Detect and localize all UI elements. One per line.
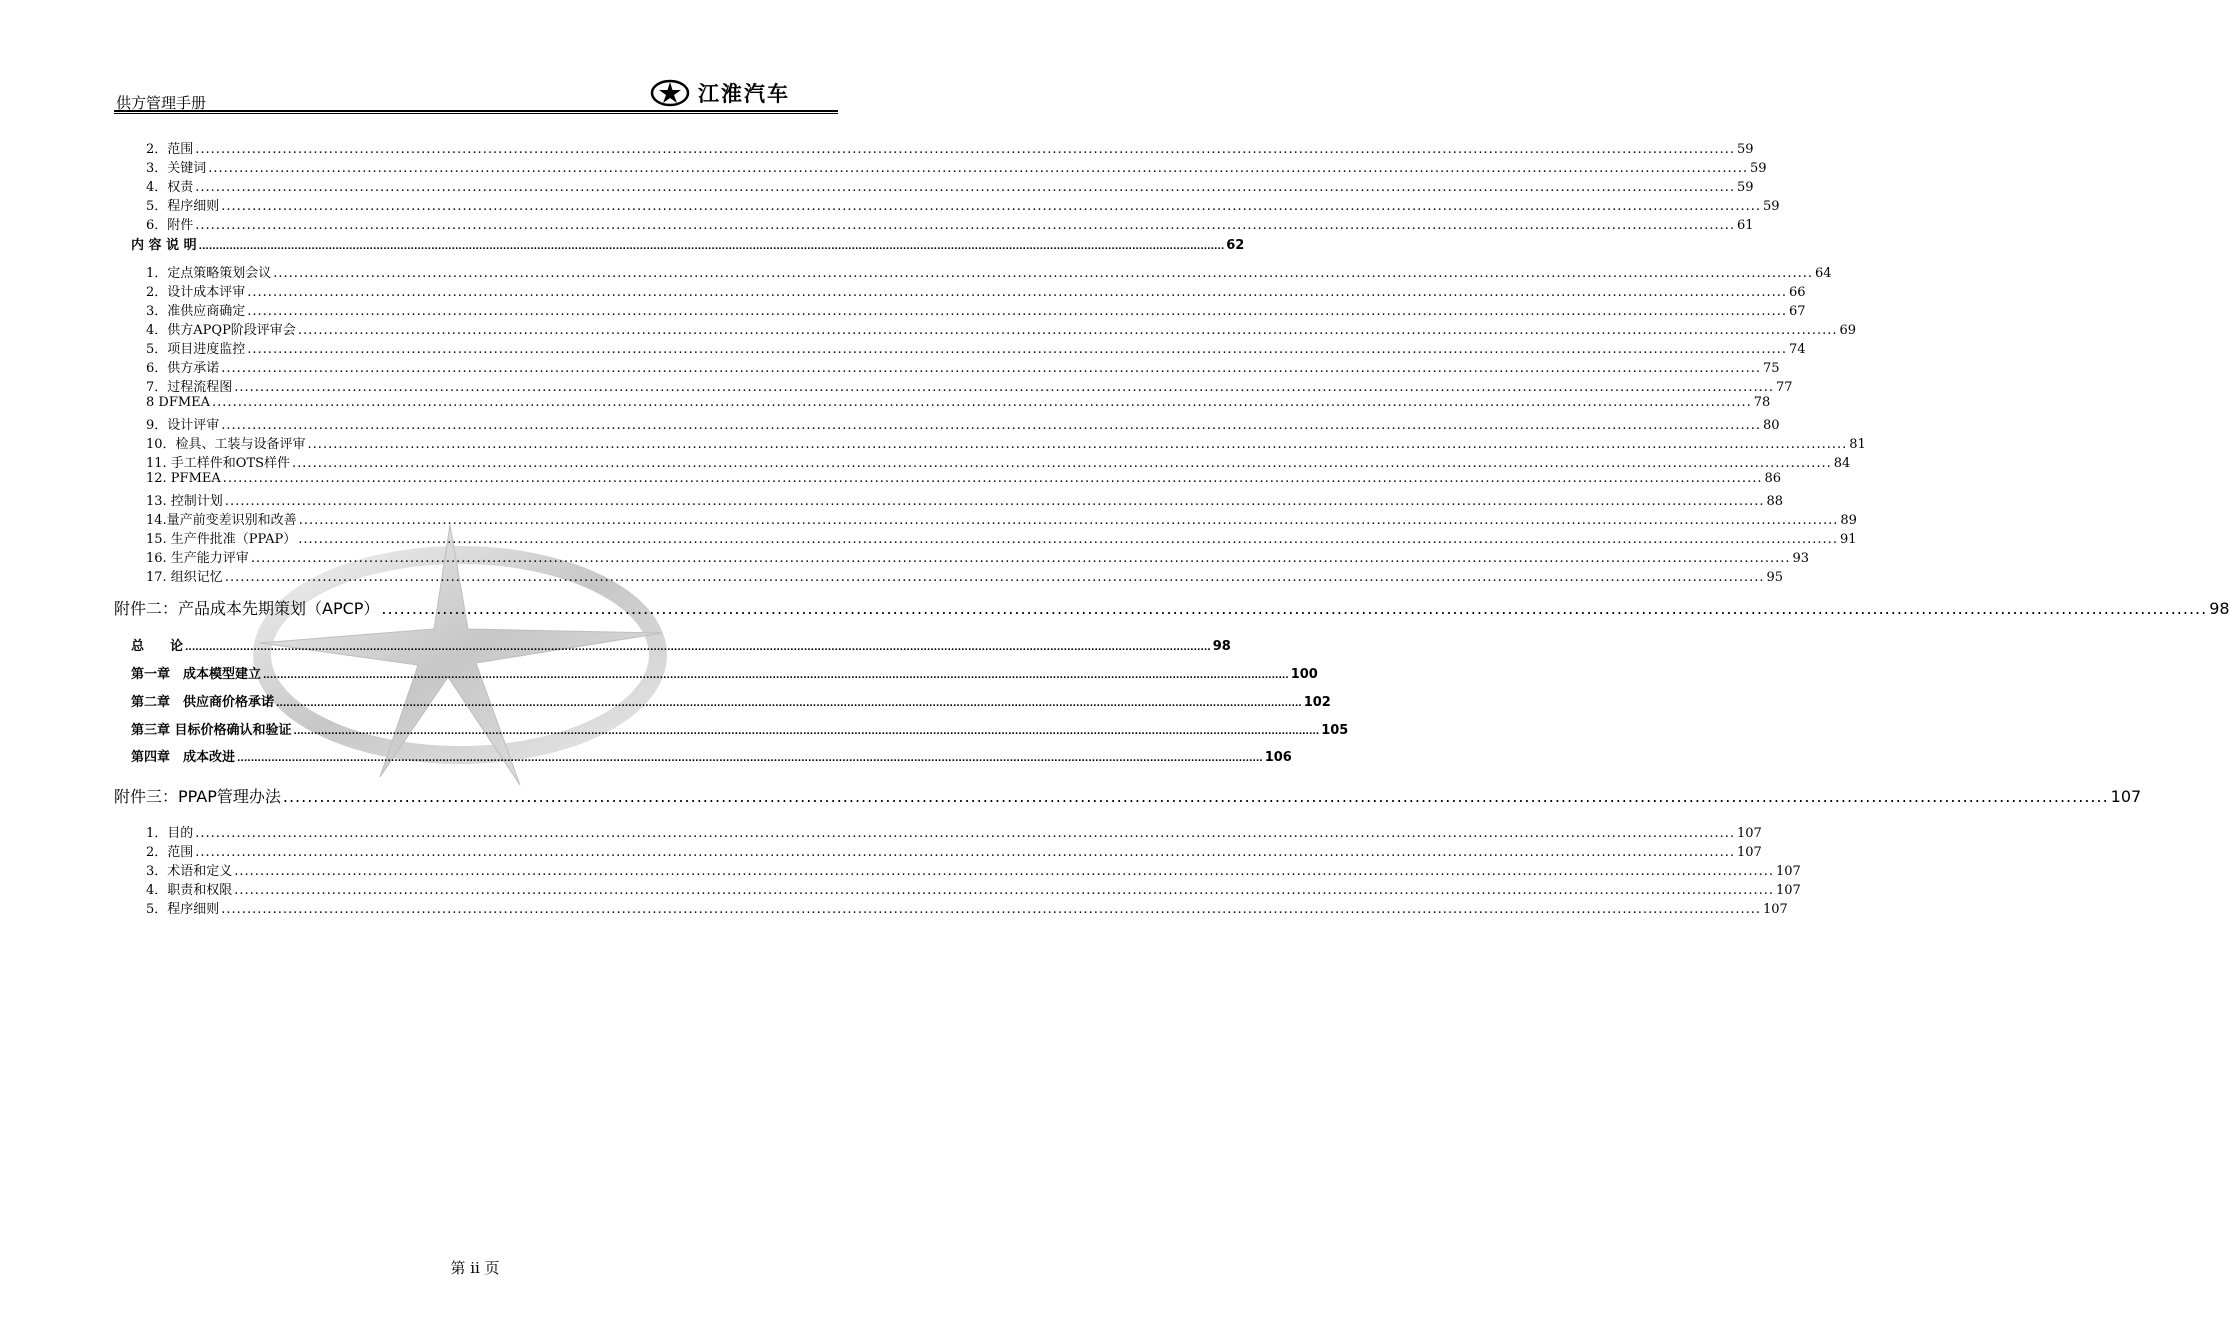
- toc-entry-page: 107: [1762, 902, 1788, 917]
- toc-entry-page: 62: [1226, 238, 1245, 253]
- toc-entry[interactable]: [146, 138, 1754, 157]
- toc-leader-dots: ............................................................................................................................................................................................................................................................................................................: [381, 599, 2208, 618]
- toc-entry-label: 7．过程流程图: [146, 380, 233, 395]
- toc-entry-page: 77: [1775, 380, 1793, 395]
- toc-entry-label: 4．供方APQP阶段评审会: [146, 323, 296, 338]
- toc-entry[interactable]: [146, 281, 1806, 300]
- toc-leader-dots: ............................................................................................................................................................................................................................................................................................................: [208, 161, 1748, 176]
- header-rule: [114, 110, 838, 112]
- toc-leader-dots: ............................................................................................................................................................................................................................................................................................................: [292, 456, 1832, 471]
- toc-entry-label: 1．定点策略策划会议: [146, 266, 272, 281]
- toc-leader-dots: ............................................................................................................................................................................................................................................................................................................: [224, 570, 1765, 585]
- toc-entry-page: 59: [1749, 161, 1767, 176]
- toc-entry-page: 105: [1321, 723, 1349, 738]
- toc-entry-page: 81: [1849, 437, 1866, 452]
- toc-entry[interactable]: [131, 635, 1231, 654]
- toc-entry-page: 59: [1736, 180, 1754, 195]
- toc-entry[interactable]: [146, 195, 1780, 214]
- toc-entry[interactable]: [146, 490, 1784, 509]
- toc-entry-label: 2．范围: [146, 845, 194, 860]
- toc-entry-page: 59: [1762, 199, 1780, 214]
- toc-leader-dots: ............................................................................................................................................................................................................................................................................................................: [222, 471, 1763, 486]
- toc-leader-dots: ............................................................................................................................................................................................................................................................................................................: [195, 218, 1735, 233]
- toc-entry-label: 11. 手工样件和OTS样件: [146, 456, 291, 471]
- toc-entry-label: 第三章 目标价格确认和验证: [131, 723, 292, 738]
- toc-entry[interactable]: [131, 234, 1245, 253]
- toc-entry-page: 107: [1775, 864, 1801, 879]
- toc-entry-label: 17. 组织记忆: [146, 570, 223, 585]
- toc-entry-page: 80: [1762, 418, 1780, 433]
- toc-entry-label: 8 DFMEA: [146, 395, 211, 410]
- toc-entry-page: 64: [1814, 266, 1832, 281]
- toc-leader-dots: ............................................................................................................................................................................................................................................................................................................: [195, 845, 1735, 860]
- toc-leader-dots: ............................................................................................................................................................................................................................................................................................................: [297, 323, 1838, 338]
- toc-entry[interactable]: [146, 841, 1762, 860]
- toc-entry-label: 3．关键词: [146, 161, 207, 176]
- toc-entry[interactable]: [146, 176, 1754, 195]
- toc-entry-label: 15. 生产件批准（PPAP）: [146, 532, 297, 547]
- toc-leader-dots: ............................................................................................................................................................................................................................................................................................................: [237, 754, 1263, 764]
- toc-leader-dots: ............................................................................................................................................................................................................................................................................................................: [195, 142, 1735, 157]
- toc-entry-label: 第二章 供应商价格承诺: [131, 695, 275, 710]
- toc-leader-dots: ............................................................................................................................................................................................................................................................................................................: [247, 304, 1787, 319]
- toc-entry-label: 第一章 成本模型建立: [131, 667, 262, 682]
- toc-leader-dots: ............................................................................................................................................................................................................................................................................................................: [221, 199, 1761, 214]
- toc-entry[interactable]: [114, 784, 2142, 806]
- toc-entry-label: 2．范围: [146, 142, 194, 157]
- toc-entry-page: 74: [1788, 342, 1806, 357]
- toc-entry[interactable]: [146, 357, 1780, 376]
- toc-entry-label: 5．程序细则: [146, 902, 220, 917]
- toc-leader-dots: ............................................................................................................................................................................................................................................................................................................: [247, 342, 1787, 357]
- toc-leader-dots: ............................................................................................................................................................................................................................................................................................................: [234, 883, 1774, 898]
- toc-entry-label: 3．术语和定义: [146, 864, 233, 879]
- toc-entry-label: 1．目的: [146, 826, 194, 841]
- toc-leader-dots: ............................................................................................................................................................................................................................................................................................................: [298, 532, 1838, 547]
- toc-entry-label: 5．项目进度监控: [146, 342, 246, 357]
- toc-entry-page: 107: [2110, 787, 2142, 806]
- toc-entry-page: 84: [1833, 456, 1851, 471]
- toc-entry-page: 95: [1766, 570, 1784, 585]
- toc-entry-label: 2．设计成本评审: [146, 285, 246, 300]
- toc-entry-page: 102: [1303, 695, 1331, 710]
- toc-entry[interactable]: [146, 214, 1754, 233]
- toc-entry-label: 16. 生产能力评审: [146, 551, 249, 566]
- toc-entry-page: 75: [1762, 361, 1780, 376]
- toc-leader-dots: ............................................................................................................................................................................................................................................................................................................: [195, 826, 1735, 841]
- toc-leader-dots: ............................................................................................................................................................................................................................................................................................................: [273, 266, 1813, 281]
- toc-entry-page: 107: [1736, 845, 1762, 860]
- toc-entry-page: 69: [1839, 323, 1857, 338]
- toc-entry-page: 100: [1290, 667, 1318, 682]
- star-logo-icon: [650, 79, 690, 107]
- company-logo: [650, 78, 790, 108]
- toc-leader-dots: ............................................................................................................................................................................................................................................................................................................: [221, 418, 1761, 433]
- toc-entry[interactable]: [146, 157, 1767, 176]
- toc-entry-label: 4．权责: [146, 180, 194, 195]
- toc-entry[interactable]: [131, 691, 1331, 710]
- toc-entry[interactable]: [114, 596, 2230, 618]
- toc-entry-page: 89: [1840, 513, 1857, 528]
- toc-entry[interactable]: [146, 414, 1780, 433]
- toc-entry-page: 91: [1839, 532, 1857, 547]
- toc-entry[interactable]: [146, 566, 1784, 585]
- toc-leader-dots: ............................................................................................................................................................................................................................................................................................................: [282, 787, 2109, 806]
- toc-entry-page: 59: [1736, 142, 1754, 157]
- page-number: 第 ii 页: [450, 1259, 500, 1277]
- toc-entry-label: 14.量产前变差识别和改善: [146, 513, 297, 528]
- toc-leader-dots: ............................................................................................................................................................................................................................................................................................................: [198, 242, 1225, 252]
- toc-leader-dots: ............................................................................................................................................................................................................................................................................................................: [263, 671, 1289, 681]
- toc-entry-page: 61: [1736, 218, 1754, 233]
- toc-entry[interactable]: [146, 452, 1851, 471]
- toc-entry-page: 67: [1788, 304, 1806, 319]
- toc-leader-dots: ............................................................................................................................................................................................................................................................................................................: [221, 361, 1761, 376]
- toc-entry-label: 总 论: [131, 639, 184, 654]
- toc-entry-page: 107: [1775, 883, 1801, 898]
- toc-entry[interactable]: [146, 528, 1857, 547]
- toc-entry[interactable]: [146, 898, 1788, 917]
- toc-entry-page: 93: [1792, 551, 1810, 566]
- toc-entry-label: 10．检具、工装与设备评审: [146, 437, 306, 452]
- toc-entry-label: 4．职责和权限: [146, 883, 233, 898]
- toc-entry[interactable]: [146, 319, 1857, 338]
- toc-entry[interactable]: [146, 822, 1762, 841]
- toc-leader-dots: ............................................................................................................................................................................................................................................................................................................: [224, 494, 1765, 509]
- toc-entry[interactable]: [146, 395, 1771, 413]
- toc-leader-dots: ............................................................................................................................................................................................................................................................................................................: [307, 437, 1848, 452]
- toc-entry[interactable]: [146, 262, 1832, 281]
- toc-entry-label: 12. PFMEA: [146, 471, 221, 486]
- toc-entry-page: 98: [1212, 639, 1231, 654]
- brand-name: 江淮汽车: [698, 82, 790, 106]
- toc-leader-dots: ............................................................................................................................................................................................................................................................................................................: [221, 902, 1761, 917]
- toc-entry[interactable]: [146, 471, 1782, 489]
- toc-entry-page: 78: [1753, 395, 1771, 410]
- toc-entry-label: 6．附件: [146, 218, 194, 233]
- toc-entry-label: 附件三：PPAP管理办法: [114, 787, 281, 806]
- toc-entry-label: 5．程序细则: [146, 199, 220, 214]
- toc-leader-dots: ............................................................................................................................................................................................................................................................................................................: [185, 643, 1211, 653]
- toc-leader-dots: ............................................................................................................................................................................................................................................................................................................: [234, 380, 1774, 395]
- toc-entry[interactable]: [146, 547, 1810, 566]
- toc-entry-label: 3．准供应商确定: [146, 304, 246, 319]
- header-rule-thin: [114, 113, 838, 114]
- toc-entry[interactable]: [131, 719, 1349, 738]
- toc-entry-label: 内 容 说 明: [131, 238, 197, 253]
- toc-entry[interactable]: [131, 663, 1318, 682]
- toc-entry[interactable]: [146, 338, 1806, 357]
- toc-entry[interactable]: [146, 300, 1806, 319]
- toc-leader-dots: ............................................................................................................................................................................................................................................................................................................: [298, 513, 1839, 528]
- toc-entry-label: 第四章 成本改进: [131, 750, 236, 765]
- toc-entry[interactable]: [146, 376, 1793, 395]
- toc-leader-dots: ............................................................................................................................................................................................................................................................................................................: [234, 864, 1774, 879]
- toc-entry-page: 107: [1736, 826, 1762, 841]
- toc-entry-label: 13. 控制计划: [146, 494, 223, 509]
- toc-leader-dots: ............................................................................................................................................................................................................................................................................................................: [195, 180, 1735, 195]
- toc-entry[interactable]: [146, 860, 1801, 879]
- toc-entry-page: 88: [1766, 494, 1784, 509]
- toc-entry-label: 6．供方承诺: [146, 361, 220, 376]
- toc-leader-dots: ............................................................................................................................................................................................................................................................................................................: [276, 699, 1302, 709]
- toc-leader-dots: ............................................................................................................................................................................................................................................................................................................: [250, 551, 1791, 566]
- toc-entry[interactable]: [146, 433, 1866, 452]
- toc-entry-page: 86: [1764, 471, 1782, 486]
- toc-entry-page: 66: [1788, 285, 1806, 300]
- toc-entry-page: 98: [2209, 599, 2230, 618]
- toc-entry[interactable]: [131, 746, 1292, 765]
- toc-leader-dots: ............................................................................................................................................................................................................................................................................................................: [293, 727, 1320, 737]
- toc-entry[interactable]: [146, 509, 1857, 528]
- toc-entry-label: 9．设计评审: [146, 418, 220, 433]
- toc-leader-dots: ............................................................................................................................................................................................................................................................................................................: [212, 395, 1752, 410]
- manual-title: 供方管理手册: [116, 94, 207, 112]
- toc-leader-dots: ............................................................................................................................................................................................................................................................................................................: [247, 285, 1787, 300]
- toc-entry-page: 106: [1264, 750, 1292, 765]
- toc-entry[interactable]: [146, 879, 1801, 898]
- toc-entry-label: 附件二：产品成本先期策划（APCP）: [114, 599, 380, 618]
